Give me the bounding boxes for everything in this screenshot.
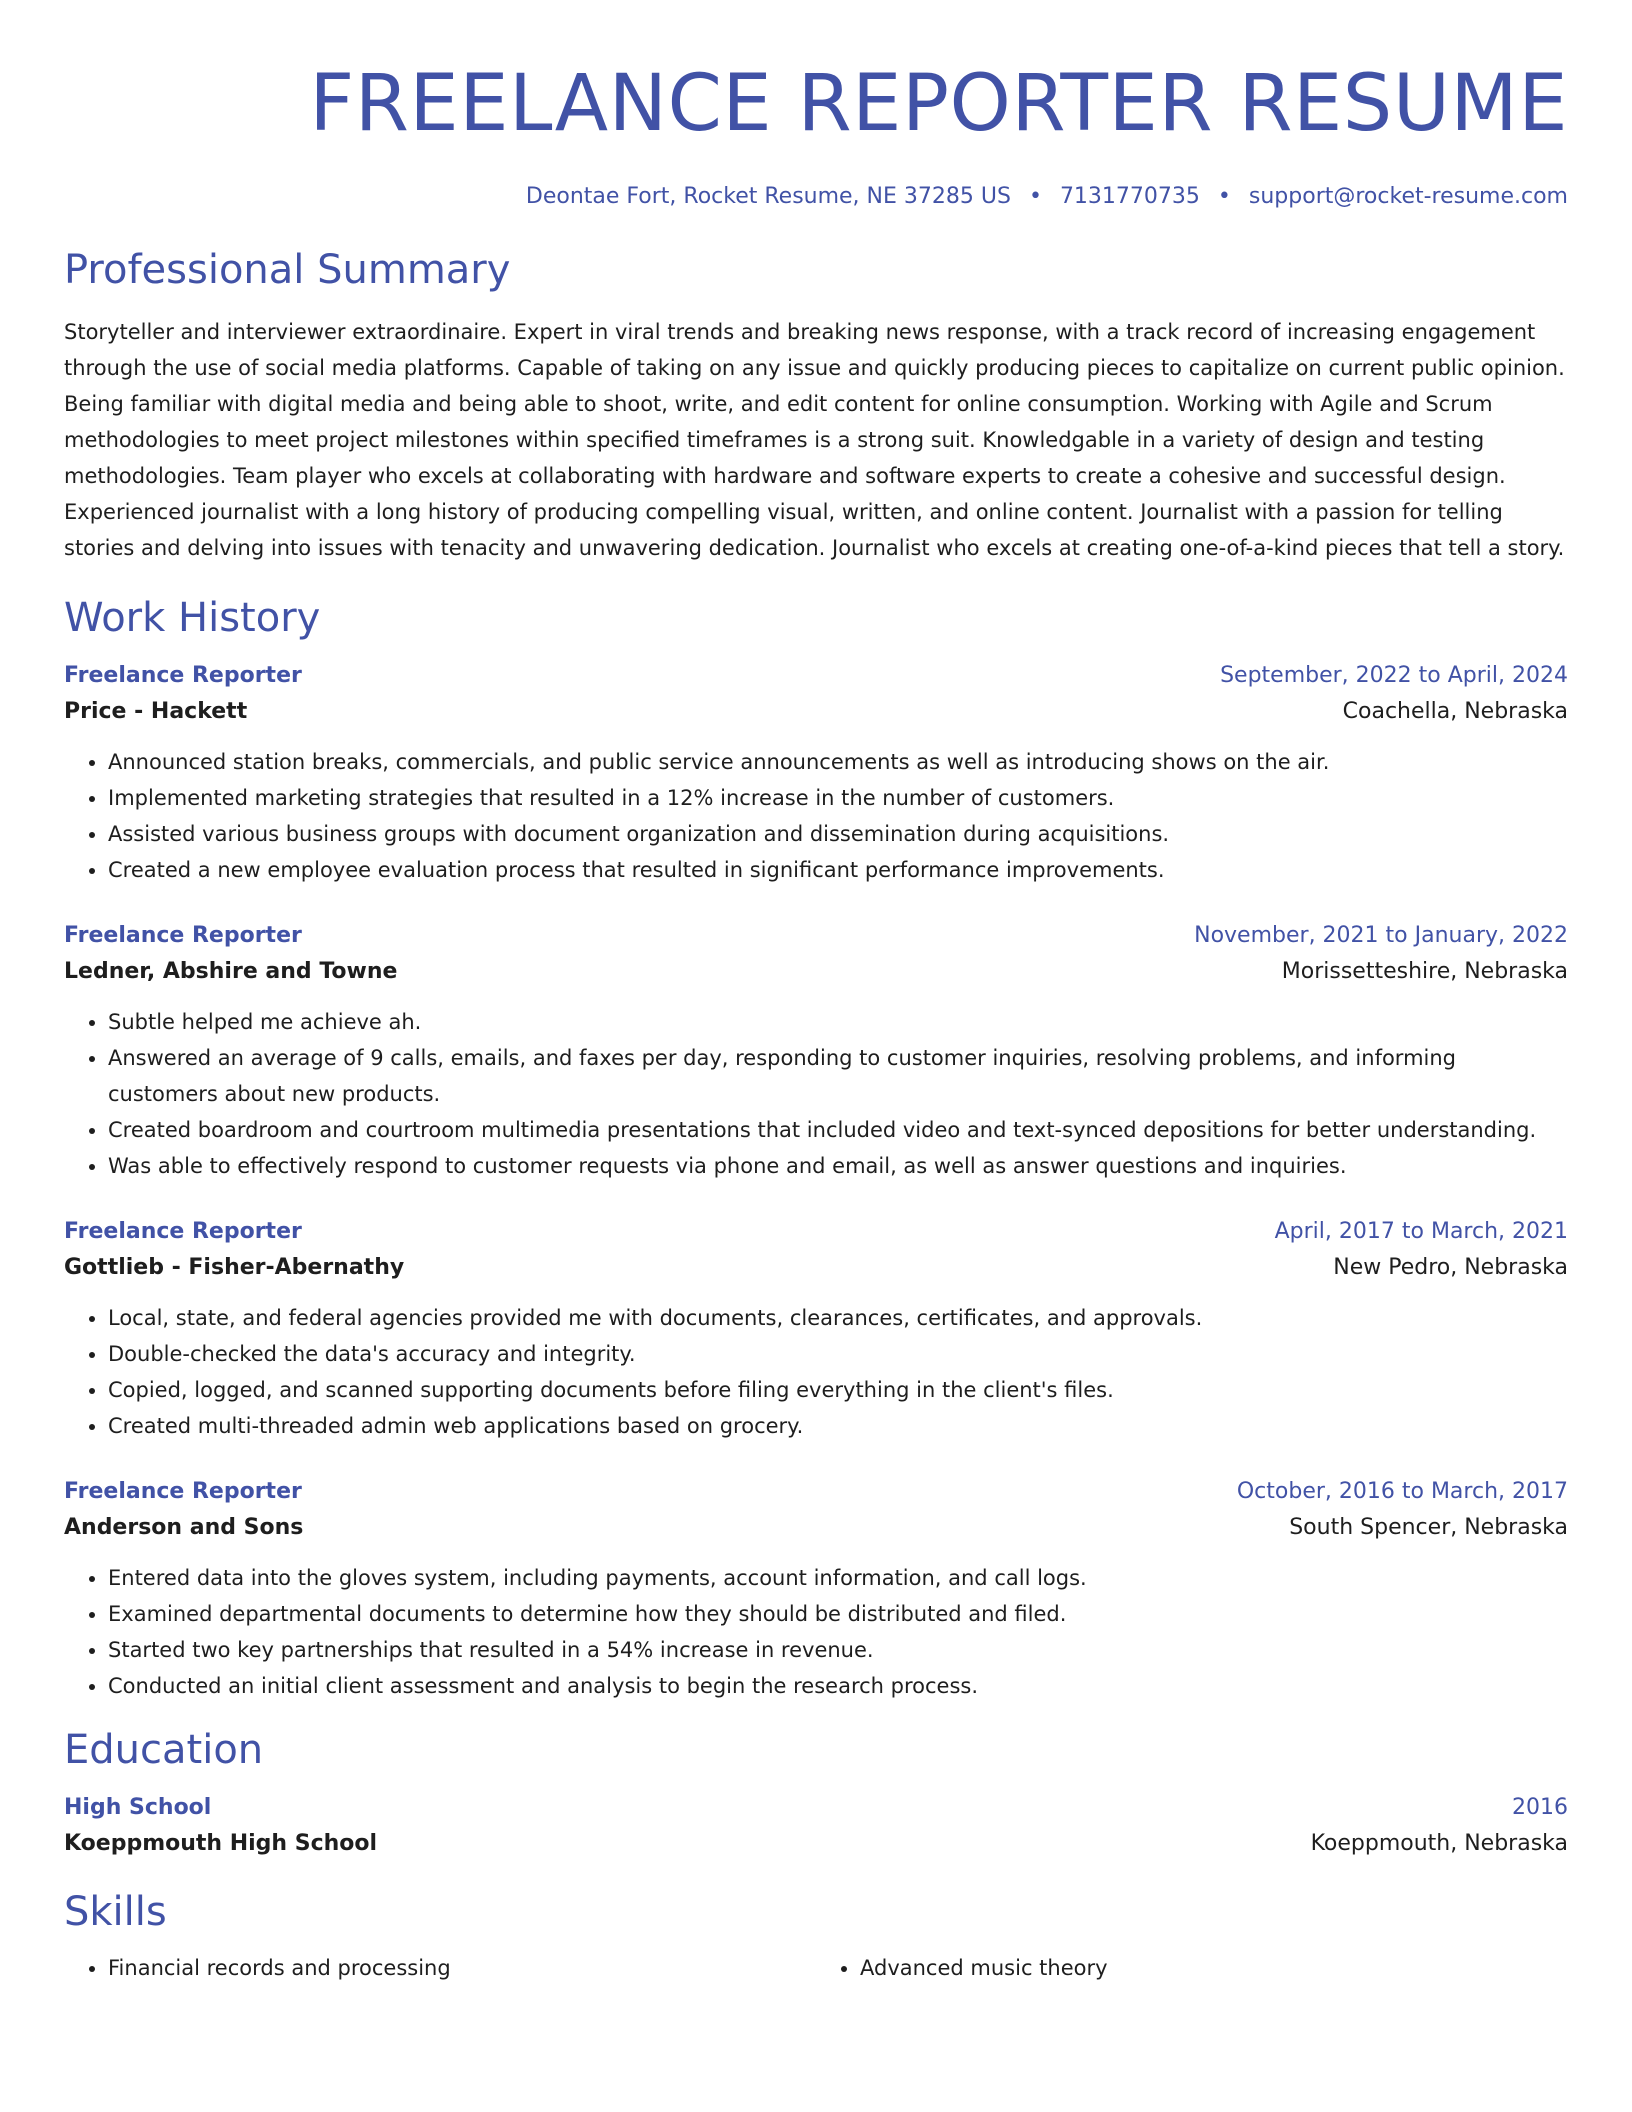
job-header-row xyxy=(64,1474,1568,1510)
job-location: South Spencer, Nebraska xyxy=(1289,1515,1568,1540)
job-bullets xyxy=(64,1300,1568,1444)
job-bullet: • Copied, logged, and scanned supporting documents before filing everything in the client's files. xyxy=(108,1372,1568,1408)
job-title: Freelance Reporter xyxy=(64,663,302,688)
job-employer-row xyxy=(64,954,1568,990)
education-school: Koeppmouth High School xyxy=(64,1831,378,1856)
job-employer: Price - Hackett xyxy=(64,699,248,724)
job-dates: November, 2021 to January, 2022 xyxy=(1194,923,1568,948)
summary-heading: Professional Summary xyxy=(64,247,511,293)
contact-phone: 7131770735 xyxy=(1059,184,1200,209)
job-bullet: • Examined departmental documents to determine how they should be distributed and filed. xyxy=(108,1596,1568,1632)
job-bullet: • Entered data into the gloves system, including payments, account information, and call logs. xyxy=(108,1560,1568,1596)
job-entry xyxy=(64,658,1568,888)
job-entry xyxy=(64,1214,1568,1444)
education-location: Koeppmouth, Nebraska xyxy=(1310,1831,1568,1856)
job-employer: Ledner, Abshire and Towne xyxy=(64,959,398,984)
job-employer-row xyxy=(64,694,1568,730)
job-bullet: • Created boardroom and courtroom multimedia presentations that included video and text-synced depositions for better understanding. xyxy=(108,1112,1568,1148)
job-bullet: • Assisted various business groups with document organization and dissemination during acquisitions. xyxy=(108,816,1568,852)
job-title: Freelance Reporter xyxy=(64,923,302,948)
contact-line xyxy=(64,182,1568,212)
job-employer-row xyxy=(64,1250,1568,1286)
skills-column-left xyxy=(64,1950,816,1986)
job-location: New Pedro, Nebraska xyxy=(1333,1255,1568,1280)
job-employer-row xyxy=(64,1510,1568,1546)
job-bullet: • Announced station breaks, commercials, and public service announcements as well as introducing shows on the air. xyxy=(108,744,1568,780)
resume-header xyxy=(64,56,1568,212)
job-location: Coachella, Nebraska xyxy=(1342,699,1568,724)
job-title: Freelance Reporter xyxy=(64,1219,302,1244)
job-employer: Anderson and Sons xyxy=(64,1515,304,1540)
job-dates: October, 2016 to March, 2017 xyxy=(1236,1479,1568,1504)
job-bullet: • Implemented marketing strategies that resulted in a 12% increase in the number of customers. xyxy=(108,780,1568,816)
job-header-row xyxy=(64,1214,1568,1250)
skill-item: • Advanced music theory xyxy=(860,1950,1568,1986)
work-history-list xyxy=(64,658,1568,1704)
job-location: Morissetteshire, Nebraska xyxy=(1281,959,1568,984)
education-degree: High School xyxy=(64,1795,212,1820)
job-header-row xyxy=(64,658,1568,694)
education-entry xyxy=(64,1790,1568,1862)
job-bullet: • Local, state, and federal agencies provided me with documents, clearances, certificates, and approvals. xyxy=(108,1300,1568,1336)
work-history-heading: Work History xyxy=(64,595,321,641)
education-heading: Education xyxy=(64,1727,264,1773)
contact-separator: • xyxy=(1217,184,1231,209)
job-dates: April, 2017 to March, 2021 xyxy=(1274,1219,1568,1244)
job-bullets xyxy=(64,1004,1568,1184)
skills-list xyxy=(64,1950,1568,1986)
skills-column-right xyxy=(816,1950,1568,1986)
job-employer: Gottlieb - Fisher-Abernathy xyxy=(64,1255,405,1280)
job-bullets xyxy=(64,1560,1568,1704)
job-bullets xyxy=(64,744,1568,888)
job-title: Freelance Reporter xyxy=(64,1479,302,1504)
job-bullet: • Conducted an initial client assessment and analysis to begin the research process. xyxy=(108,1668,1568,1704)
resume-title: FREELANCE REPORTER RESUME xyxy=(309,59,1568,149)
contact-separator: • xyxy=(1028,184,1042,209)
job-bullet: • Was able to effectively respond to customer requests via phone and email, as well as answer questions and inquiries. xyxy=(108,1148,1568,1184)
contact-email: support@rocket-resume.com xyxy=(1248,184,1568,209)
job-bullet: • Started two key partnerships that resulted in a 54% increase in revenue. xyxy=(108,1632,1568,1668)
job-header-row xyxy=(64,918,1568,954)
job-bullet: • Answered an average of 9 calls, emails, and faxes per day, responding to customer inquiries, resolving problems, and informing customers about new products. xyxy=(108,1040,1568,1112)
summary-text: Storyteller and interviewer extraordinaire. Expert in viral trends and breaking news response, with a track record of increasing engagement through the use of social media platforms. Capable of taking on any issue and quickly producing pieces to capitalize on current public opinion. Being familiar with digital media and being able to shoot, write, and edit content for online consumption. Working with Agile and Scrum methodologies to meet project milestones within specified timeframes is a strong suit. Knowledgable in a variety of design and testing methodologies. Team player who excels at collaborating with hardware and software experts to create a cohesive and successful design. Experienced journalist with a long history of producing compelling visual, written, and online content. Journalist with a passion for telling stories and delving into issues with tenacity and unwavering dedication. Journalist who excels at creating one-of-a-kind pieces that tell a story. xyxy=(64,320,1565,560)
job-dates: September, 2022 to April, 2024 xyxy=(1220,663,1568,688)
education-year: 2016 xyxy=(1512,1795,1568,1820)
job-bullet: • Created a new employee evaluation process that resulted in significant performance improvements. xyxy=(108,852,1568,888)
job-bullet: • Double-checked the data's accuracy and integrity. xyxy=(108,1336,1568,1372)
skills-heading: Skills xyxy=(64,1889,167,1935)
contact-address: Deontae Fort, Rocket Resume, NE 37285 US xyxy=(525,184,1011,209)
skill-item: • Financial records and processing xyxy=(108,1950,816,1986)
job-entry xyxy=(64,1474,1568,1704)
education-school-row xyxy=(64,1826,1568,1862)
job-entry xyxy=(64,918,1568,1184)
job-bullet: • Created multi-threaded admin web applications based on grocery. xyxy=(108,1408,1568,1444)
job-bullet: • Subtle helped me achieve ah. xyxy=(108,1004,1568,1040)
education-header-row xyxy=(64,1790,1568,1826)
